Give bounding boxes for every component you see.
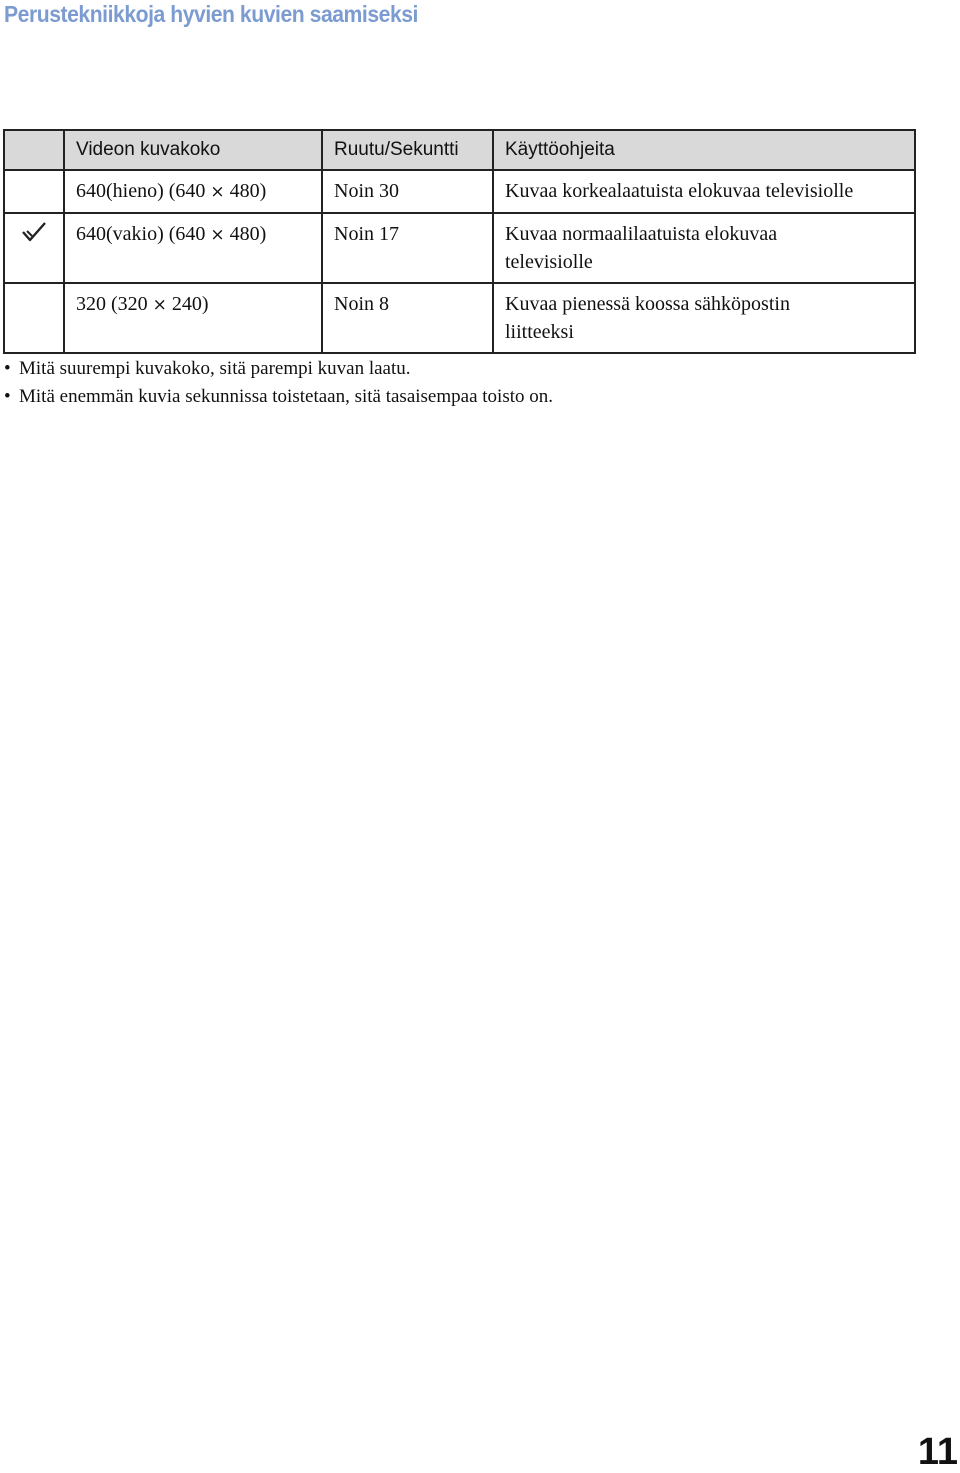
- table-row: [4, 170, 915, 213]
- column-header-size: Videon kuvakoko: [64, 130, 322, 170]
- marker-cell: [4, 283, 64, 353]
- header-marker-cell: [4, 130, 64, 170]
- times-sign: ×: [152, 295, 167, 315]
- marker-cell: [4, 170, 64, 213]
- size-cell: 320 (320 × 240): [64, 283, 322, 353]
- usage-cell: Kuvaa korkealaatuista elokuvaa televisiolle: [493, 170, 915, 213]
- times-sign: ×: [210, 225, 225, 245]
- page-number: 11: [917, 1431, 958, 1473]
- section-title: Perustekniikkoja hyvien kuvien saamiseksi: [4, 1, 418, 27]
- notes-list: [4, 355, 553, 411]
- marker-cell: [4, 213, 64, 283]
- usage-cell: Kuvaa normaalilaatuista elokuvaa televisiolle: [493, 213, 915, 283]
- movie-size-table: [3, 129, 916, 354]
- note-item: • Mitä enemmän kuvia sekunnissa toistetaan, sitä tasaisempaa toisto on.: [4, 383, 553, 411]
- fps-cell: Noin 8: [322, 283, 493, 353]
- column-header-usage: Käyttöohjeita: [493, 130, 915, 170]
- size-cell: 640(vakio) (640 × 480): [64, 213, 322, 283]
- check-icon: [21, 220, 47, 244]
- usage-cell: Kuvaa pienessä koossa sähköpostin liitteeksi: [493, 283, 915, 353]
- size-cell: 640(hieno) (640 × 480): [64, 170, 322, 213]
- note-item: • Mitä suurempi kuvakoko, sitä parempi kuvan laatu.: [4, 355, 553, 383]
- table-row: [4, 213, 915, 283]
- column-header-fps: Ruutu/Sekuntti: [322, 130, 493, 170]
- table-header-row: [4, 130, 915, 170]
- fps-cell: Noin 30: [322, 170, 493, 213]
- times-sign: ×: [210, 182, 225, 202]
- fps-cell: Noin 17: [322, 213, 493, 283]
- table-row: [4, 283, 915, 353]
